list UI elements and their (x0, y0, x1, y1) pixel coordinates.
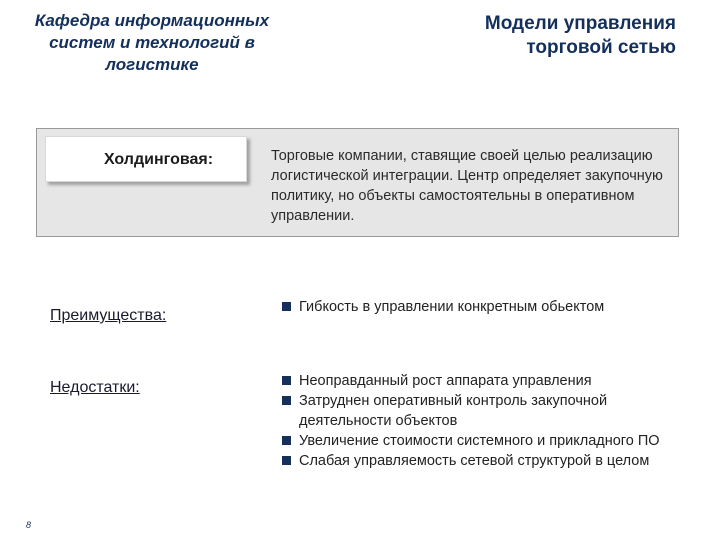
advantages-list (282, 297, 682, 317)
holding-label: Холдинговая: (103, 151, 214, 168)
square-bullet-icon (282, 396, 291, 405)
disadvantages-label: Недостатки: (50, 379, 140, 396)
list-item (282, 371, 682, 391)
list-item-text: Неоправданный рост аппарата управления (299, 373, 592, 389)
list-item-text: Гибкость в управлении конкретным обьектом (299, 299, 605, 315)
list-item-text: Увеличение стоимости системного и прикладного ПО (299, 433, 660, 449)
department-line: систем и технологий в (49, 33, 255, 52)
list-item-text: Затруднен оперативный контроль закупочной деятельности объектов (299, 393, 608, 429)
department-title (2, 10, 302, 76)
list-item (282, 451, 682, 471)
slide-title-line: торговой сетью (526, 37, 676, 58)
square-bullet-icon (282, 456, 291, 465)
slide-title-line: Модели управления (484, 13, 676, 34)
list-item (282, 297, 682, 317)
page-number: 8 (26, 520, 32, 530)
department-line: Кафедра информационных (34, 11, 270, 30)
department-line: логистике (105, 55, 199, 74)
slide-title (376, 12, 676, 60)
holding-description: Торговые компании, ставящие своей целью реализацию логистической интеграции. Центр определяет закупочную политику, но объекты самостоятельны в оперативном управлении. (271, 148, 663, 224)
advantages-label: Преимущества: (50, 307, 167, 324)
square-bullet-icon (282, 302, 291, 311)
list-item (282, 391, 682, 431)
square-bullet-icon (282, 376, 291, 385)
disadvantages-list (282, 371, 682, 471)
square-bullet-icon (282, 436, 291, 445)
list-item-text: Слабая управляемость сетевой структурой в целом (299, 453, 650, 469)
list-item (282, 431, 682, 451)
holding-label-box (45, 136, 247, 182)
